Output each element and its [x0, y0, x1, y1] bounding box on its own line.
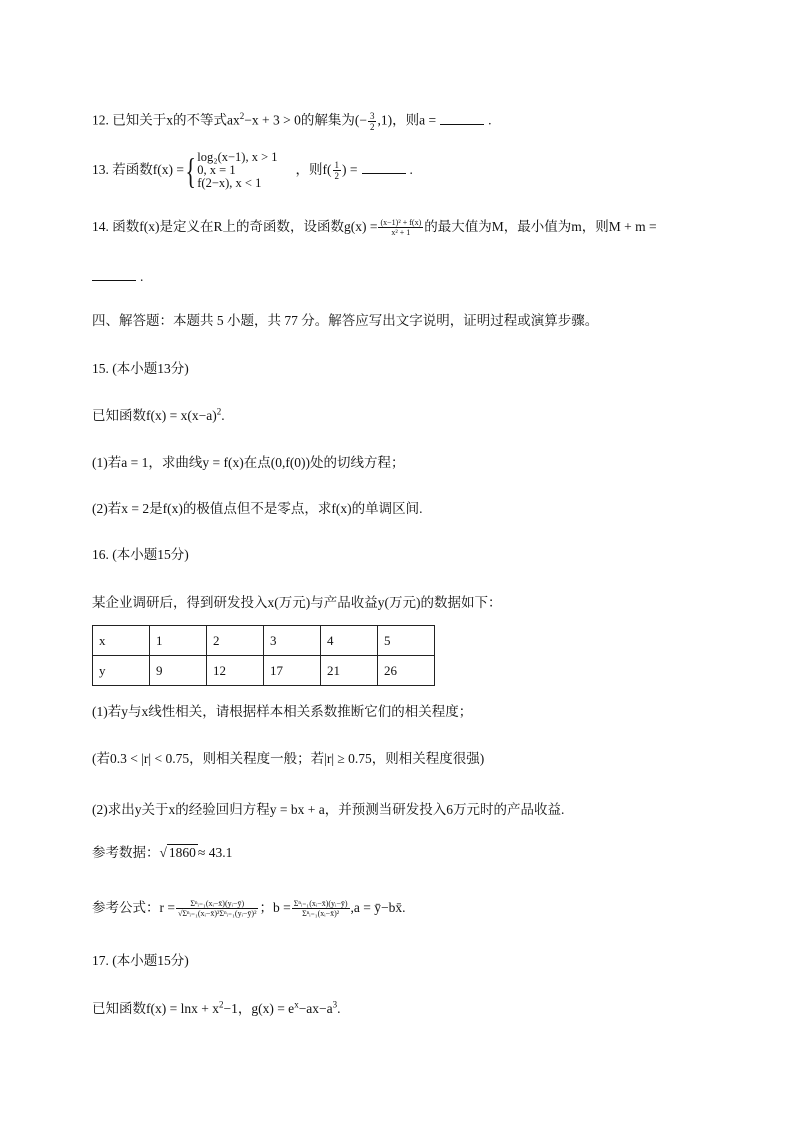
q13-fraction: $\frac{1}{2}$: [334, 160, 340, 182]
q15-part-1: (1)若a = 1，求曲线y = f(x)在点(0,f(0))处的切线方程；: [92, 455, 405, 470]
q17-header: 17. (本小题15分): [92, 953, 189, 968]
sqrt-icon: √: [159, 845, 167, 860]
q12-answer-blank: [440, 112, 484, 125]
q12-prefix: 12. 已知关于x的不等式ax: [92, 112, 240, 128]
q12-after-fraction: ,1)，则a =: [377, 112, 437, 128]
q15-header: 15. (本小题13分): [92, 361, 189, 376]
question-14-blank-line: .: [92, 268, 143, 286]
q13-piecewise-cases: log₂(x−1), x > 1 0, x = 1 f(2−x), x < 1: [197, 150, 278, 191]
q16-data-table: [92, 625, 435, 686]
q15-part-2: (2)若x = 2是f(x)的极值点但不是零点，求f(x)的单调区间.: [92, 501, 423, 516]
q16-note: (若0.3 < |r| < 0.75，则相关程度一般；若|r| ≥ 0.75，则相关程度很强): [92, 751, 485, 766]
q14-prefix: 14. 函数f(x)是定义在R上的奇函数，设函数g(x) =: [92, 219, 378, 234]
table-row: x 1 2 3 4 5: [93, 626, 435, 656]
q12-mid: −x + 3 > 0的解集为(−: [244, 112, 367, 128]
question-12: 12. 已知关于x的不等式$ax^2-x + 3 > 0$的解集为(− $\frac{3}{2}$ ,1)，则a = .: [92, 111, 492, 132]
q16-part-1: (1)若y与x线性相关，请根据样本相关系数推断它们的相关程度；: [92, 704, 473, 719]
q17-stem: 已知函数$f(x) = \ln x + x^2-1$，$g(x) = e^x-ax-a^3$.: [92, 999, 341, 1016]
question-14: [92, 218, 657, 237]
q14-answer-blank: [92, 268, 136, 281]
q13-answer-blank: [362, 161, 406, 174]
q13-prefix: 13. 若函数f(x) =: [92, 162, 184, 177]
q12-exp: 2: [239, 111, 245, 122]
q16-header: 16. (本小题15分): [92, 547, 189, 562]
q13-mid: ，则f(: [295, 162, 332, 177]
q12-fraction: $\frac{3}{2}$: [369, 111, 375, 132]
q16-reference-formula: 参考公式：r = $\frac{\text{Σⁿᵢ₌₁(xᵢ−x̄)(yᵢ−ȳ)}}{\text{√Σⁿᵢ₌₁(xᵢ−x̄)²Σⁿᵢ₌₁(yᵢ−ȳ)²}}$ ；b = $\frac{\text{Σⁿᵢ₌₁(xᵢ−x̄)(yᵢ−ȳ)}}{\text{Σⁿᵢ₌₁(xᵢ−x̄)²}}$ ,a = ȳ−bx̄.: [92, 899, 406, 919]
q14-suffix: 的最大值为M，最小值为m，则M + m =: [424, 219, 657, 234]
q16-reference-data: 参考数据：√ 1860 ≈ 43.1: [92, 845, 233, 860]
r-formula-fraction: $\frac{\text{Σⁿᵢ₌₁(xᵢ−x̄)(yᵢ−ȳ)}}{\text{√Σⁿᵢ₌₁(xᵢ−x̄)²Σⁿᵢ₌₁(yᵢ−ȳ)²}}$: [177, 899, 257, 919]
q16-stem: 某企业调研后，得到研发投入x(万元)与产品收益y(万元)的数据如下：: [92, 595, 502, 610]
b-formula-fraction: $\frac{\text{Σⁿᵢ₌₁(xᵢ−x̄)(yᵢ−ȳ)}}{\text{Σⁿᵢ₌₁(xᵢ−x̄)²}}$: [293, 899, 348, 919]
q14-fraction: $\frac{\text{(x−1)² + f(x)}}{\text{x² + 1}}$: [380, 218, 422, 238]
question-13: 13. 若函数f(x) ={ log₂(x−1), x > 1 0, x = 1 f(2−x), x < 1 ，则f( $\frac{1}{2}$ ) = .: [92, 150, 413, 191]
section-4-heading: 四、解答题：本题共 5 小题，共 77 分。解答应写出文字说明，证明过程或演算步骤。: [92, 313, 599, 328]
q16-part-2: (2)求出y关于x的经验回归方程y = bx + a，并预测当研发投入6万元时的产品收益.: [92, 802, 565, 817]
q15-stem: 已知函数$f(x) = x(x-a)^2$.: [92, 406, 225, 423]
left-brace-icon: {: [185, 150, 196, 191]
table-row: y 9 12 17 21 26: [93, 656, 435, 686]
